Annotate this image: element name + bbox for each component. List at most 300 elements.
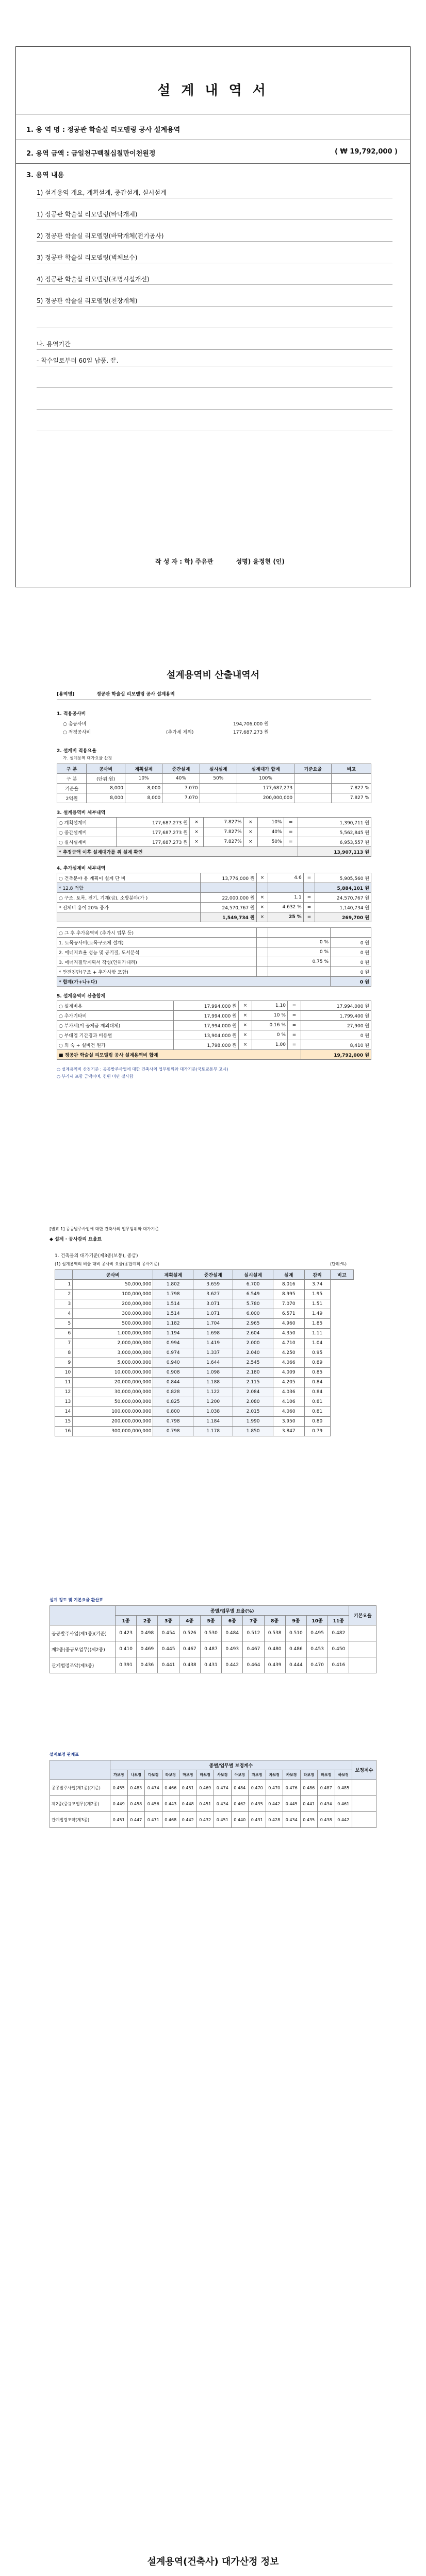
extra-cell: × — [256, 912, 268, 922]
adjust-sub-th: 아보정 — [231, 1770, 249, 1780]
rate-ref-cell: 6.000 — [233, 1309, 273, 1319]
rate-ref-cell: 1.51 — [304, 1299, 330, 1309]
extra-sub-cell — [257, 928, 268, 938]
rate-ref-cell: 4.350 — [273, 1329, 304, 1338]
extra-cell: 4.6 — [268, 873, 304, 883]
adjust-table-caption: 설계보정 관계표 — [50, 1752, 79, 1757]
adjust-row — [50, 1812, 376, 1828]
rate-ref-cell: 0.908 — [153, 1368, 193, 1378]
rate-th: 중간설계 — [162, 764, 200, 774]
coef-cell: 0.512 — [243, 1625, 264, 1641]
rate-ref-cell: 1.182 — [153, 1319, 193, 1329]
scope-line: 1) 설계용역 개요, 계획설계, 중간설계, 실시설계 — [37, 186, 392, 198]
rate-ref-cell: 4.036 — [273, 1387, 304, 1397]
adjust-sub-th: 카보정 — [283, 1770, 301, 1780]
detail-cell: 177,687,273 원 — [116, 827, 189, 837]
rate-ref-cell: 4.106 — [273, 1397, 304, 1407]
applied-cost-row — [63, 720, 362, 727]
scope-heading: 3. 용역 내용 — [26, 172, 64, 179]
rate-ref-row — [55, 1299, 354, 1309]
coef-side-th: 기본요율 — [349, 1606, 376, 1625]
adjust-th — [50, 1760, 110, 1780]
rate-ref-cell: 300,000,000,000 — [73, 1427, 153, 1436]
total-cell: ○ 추가기타비 — [57, 1011, 174, 1021]
rate-ref-cell: 7.070 — [273, 1299, 304, 1309]
rate-ref-cell: 0.81 — [304, 1407, 330, 1417]
rate-ref-cell: 5 — [55, 1319, 73, 1329]
signer-label: 작 성 자 : 학) 주유관 — [155, 558, 214, 565]
rate-ref-cell: 1.200 — [193, 1397, 233, 1407]
total-cell: 0.16 % — [252, 1021, 287, 1030]
total-cell: = — [287, 1030, 301, 1040]
section-extra: 4. 추가설계비 세부내역 — [57, 866, 106, 871]
rate-ref-cell: 2.545 — [233, 1358, 273, 1368]
adjust-cell: 0.442 — [266, 1796, 283, 1812]
total-cell: × — [238, 1011, 252, 1021]
adjust-cell: 0.469 — [196, 1780, 214, 1796]
adjust-group-th: 종별/업무별 보정계수 — [110, 1760, 352, 1770]
adjust-cell: 0.474 — [145, 1780, 162, 1796]
rate-ref-cell: 2 — [55, 1290, 73, 1299]
rate-ref-cell: 20,000,000,000 — [73, 1378, 153, 1387]
rate-ref-row — [55, 1387, 354, 1397]
scope-blank-line — [37, 316, 392, 328]
extra-sub-cell — [257, 957, 268, 967]
rate-ref-cell: 0.80 — [304, 1417, 330, 1427]
adjust-cell: 0.445 — [283, 1796, 301, 1812]
rate-cell: 7.070 — [162, 784, 200, 793]
rate-cell: 8,000 — [125, 784, 162, 793]
rate-th: 공사비 — [87, 764, 125, 774]
adjust-cell: 0.468 — [162, 1812, 179, 1828]
coef-cell: 0.436 — [137, 1657, 158, 1673]
coef-cell: 0.442 — [222, 1657, 243, 1673]
rate-cell: 200,000,000 — [237, 793, 294, 803]
rate-th: 설계대가 합계 — [237, 764, 294, 774]
total-cell: ○ 외 숙 + 설비건 원가 — [57, 1040, 174, 1050]
adjust-cell: 0.451 — [214, 1812, 232, 1828]
cost-breakdown-project — [57, 690, 175, 697]
extra-cell: 24,570,767 원 — [200, 903, 256, 912]
rate-ref-cell: 4.710 — [273, 1338, 304, 1348]
coef-row — [50, 1641, 376, 1657]
rate-ref-cell: 1.419 — [193, 1338, 233, 1348]
rate-ref-cell: 1.098 — [193, 1368, 233, 1378]
coef-sub-th: 10종 — [306, 1616, 327, 1625]
detail-cell: ○ 실시설계비 — [57, 837, 117, 847]
rate-ref-th: 설계 — [273, 1270, 304, 1280]
extra-cell: × — [256, 893, 268, 903]
extra-sub-cell: 0.75 % — [268, 957, 331, 967]
rate-ref-cell: 1.704 — [193, 1319, 233, 1329]
coef-cell: 0.498 — [137, 1625, 158, 1641]
project-amount-korean: 금일천구백칠십칠만이천원정 — [71, 150, 156, 158]
adjust-sub-th: 바보정 — [196, 1770, 214, 1780]
rate-ref-th: 실시설계 — [233, 1270, 273, 1280]
adjust-cell: 0.428 — [266, 1812, 283, 1828]
rate-ref-cell: 0.95 — [304, 1348, 330, 1358]
rate-ref-cell: 15 — [55, 1417, 73, 1427]
detail-cell: ○ 중간설계비 — [57, 827, 117, 837]
adjust-cell: 0.441 — [300, 1796, 318, 1812]
adjust-cell: 0.451 — [110, 1812, 128, 1828]
extra-sub-cell — [257, 967, 268, 977]
rate-ref-cell: 0.79 — [304, 1427, 330, 1436]
adjust-row-label: 제2종(중규모업무)(제2종) — [50, 1796, 110, 1812]
coef-side-cell — [349, 1625, 376, 1641]
rate-cell — [200, 793, 237, 803]
rate-ref-cell: 1.038 — [193, 1407, 233, 1417]
extra-cell: * 12.8 적합 — [57, 883, 201, 893]
rate-ref-cell: 11 — [55, 1378, 73, 1387]
coef-cell: 0.441 — [158, 1657, 179, 1673]
adjust-row — [50, 1780, 376, 1796]
adjust-cell: 0.449 — [110, 1796, 128, 1812]
rate-cell: 7.827 % — [332, 793, 371, 803]
total-cell: 0 % — [252, 1030, 287, 1040]
total-cell: × — [238, 1001, 252, 1011]
coef-cell: 0.438 — [179, 1657, 200, 1673]
rate-ref-cell: 2.015 — [233, 1407, 273, 1417]
detail-cell: × — [189, 818, 203, 827]
applied-cost-value: 177,687,273 원 — [233, 730, 269, 735]
design-statement-frame — [15, 46, 411, 587]
coef-cell: 0.493 — [222, 1641, 243, 1657]
detail-cell: × — [189, 827, 203, 837]
extra-cell: 25 % — [268, 912, 304, 922]
rate-cell: (단위:원) — [87, 774, 125, 784]
rate-ref-cell: 0.825 — [153, 1397, 193, 1407]
detail-cell: × — [243, 837, 257, 847]
extra-cell — [256, 883, 268, 893]
total-cell: × — [238, 1040, 252, 1050]
rate-ref-cell: 4.205 — [273, 1378, 304, 1387]
coef-cell: 0.445 — [158, 1641, 179, 1657]
rate-ref-cell: 1.802 — [153, 1280, 193, 1290]
adjust-sub-th: 사보정 — [214, 1770, 232, 1780]
coef-sub-th: 7종 — [243, 1616, 264, 1625]
coef-sub-th: 2종 — [137, 1616, 158, 1625]
adjust-cell: 0.442 — [335, 1812, 352, 1828]
rate-cell: 50% — [200, 774, 237, 784]
rate-ref-cell: 200,000,000,000 — [73, 1417, 153, 1427]
rate-ref-cell: 2.965 — [233, 1319, 273, 1329]
detail-cell: 10% — [257, 818, 284, 827]
coef-cell: 0.484 — [222, 1625, 243, 1641]
rate-ref-cell: 0.994 — [153, 1338, 193, 1348]
rate-cell — [332, 774, 371, 784]
rate-ref-unit: (단위:%) — [330, 1262, 347, 1266]
coef-cell: 0.453 — [306, 1641, 327, 1657]
adjust-cell: 0.484 — [231, 1780, 249, 1796]
coef-side-cell — [349, 1641, 376, 1657]
rate-ref-cell: 2.084 — [233, 1387, 273, 1397]
coef-row — [50, 1657, 376, 1673]
adjust-side-cell — [352, 1780, 376, 1796]
rate-ref-cell: 3.627 — [193, 1290, 233, 1299]
extra-cell: 5,884,101 원 — [315, 883, 371, 893]
rate-ref-th: 감리 — [304, 1270, 330, 1280]
detail-cell: 5,562,845 원 — [298, 827, 371, 837]
total-cell: 17,994,000 원 — [174, 1021, 239, 1030]
extra-sub-cell — [268, 928, 331, 938]
adjust-sub-th: 타보정 — [300, 1770, 318, 1780]
rate-cell: 2억원 — [57, 793, 87, 803]
adjust-cell: 0.485 — [335, 1780, 352, 1796]
scope-blank-line — [37, 376, 392, 388]
rate-ref-cell: 4.060 — [273, 1407, 304, 1417]
rate-ref-cell: 8.995 — [273, 1290, 304, 1299]
rate-ref-cell: 10 — [55, 1368, 73, 1378]
adjust-cell: 0.483 — [127, 1780, 145, 1796]
adjust-side-cell — [352, 1796, 376, 1812]
rate-ref-cell: 30,000,000,000 — [73, 1387, 153, 1397]
rate-ref-th: 중간설계 — [193, 1270, 233, 1280]
rate-ref-cell: 50,000,000,000 — [73, 1397, 153, 1407]
scope-line: 2) 정공관 학술실 리모델링(바닥개체(전기공사) — [37, 229, 392, 242]
rate-ref-cell: 1.071 — [193, 1309, 233, 1319]
coef-cell: 0.469 — [137, 1641, 158, 1657]
rate-ref-cell: 6.700 — [233, 1280, 273, 1290]
rate-ref-row — [55, 1290, 354, 1299]
rate-ref-cell: 4 — [55, 1309, 73, 1319]
rate-ref-cell: 1.85 — [304, 1319, 330, 1329]
rate-ref-cell: 6.549 — [233, 1290, 273, 1299]
coef-cell: 0.431 — [200, 1657, 221, 1673]
adjust-cell: 0.447 — [127, 1812, 145, 1828]
rate-ref-cell: 50,000,000 — [73, 1280, 153, 1290]
extra-sub-cell: ○ 그 후 추가용역비 (추가시 업무 등) — [57, 928, 257, 938]
coef-cell: 0.410 — [116, 1641, 137, 1657]
total-cell: = — [287, 1001, 301, 1011]
adjust-cell: 0.431 — [249, 1812, 266, 1828]
rate-ref-cell: 12 — [55, 1387, 73, 1397]
rate-ref-row — [55, 1368, 354, 1378]
rate-ref-cell: 3.847 — [273, 1427, 304, 1436]
extra-sub-cell: 0 원 — [331, 967, 371, 977]
coef-th — [50, 1606, 116, 1625]
coef-cell: 0.510 — [285, 1625, 306, 1641]
adjust-cell: 0.440 — [231, 1812, 249, 1828]
rate-ref-cell: 3.950 — [273, 1417, 304, 1427]
applied-cost-value: 194,706,000 원 — [233, 722, 269, 727]
adjust-cell: 0.474 — [214, 1780, 232, 1796]
rate-ref-cell: 1.698 — [193, 1329, 233, 1338]
total-cell: 13,904,000 원 — [174, 1030, 239, 1040]
rate-ref-cell: 200,000,000 — [73, 1299, 153, 1309]
rate-ref-th: 계획설계 — [153, 1270, 193, 1280]
adjust-sub-th: 차보정 — [266, 1770, 283, 1780]
extra-cell — [268, 883, 304, 893]
rate-ref-cell: 1.122 — [193, 1387, 233, 1397]
rate-ref-cell: 4.009 — [273, 1368, 304, 1378]
rate-ref-cell: 0.798 — [153, 1427, 193, 1436]
coef-row-label: 제2종(중규모업무)(제2종) — [50, 1641, 116, 1657]
rate-th: 실시설계 — [200, 764, 237, 774]
footnote: ○ 부가세 포함 금액이며, 천원 미만 절사함 — [57, 1074, 134, 1079]
detail-total-value: 13,907,113 원 — [298, 847, 371, 857]
adjust-side-cell — [352, 1812, 376, 1828]
applied-cost-label: ○ 적정공사비 — [63, 730, 91, 735]
rate-ref-row — [55, 1329, 354, 1338]
adjust-row — [50, 1796, 376, 1812]
total-cell: 0 원 — [301, 1030, 371, 1040]
rate-ref-cell: 2.000 — [233, 1338, 273, 1348]
rate-ref-cell: 1.11 — [304, 1329, 330, 1338]
detail-cell: 177,687,273 원 — [116, 818, 189, 827]
rate-ref-cell: 3.74 — [304, 1280, 330, 1290]
adjust-cell: 0.486 — [300, 1780, 318, 1796]
coef-cell: 0.444 — [285, 1657, 306, 1673]
rate-ref-cell: 1.990 — [233, 1417, 273, 1427]
total-cell: 8,410 원 — [301, 1040, 371, 1050]
rate-ref-cell: 3.659 — [193, 1280, 233, 1290]
coef-sub-th: 9종 — [285, 1616, 306, 1625]
adjust-cell: 0.461 — [335, 1796, 352, 1812]
adjust-cell: 0.466 — [162, 1780, 179, 1796]
rate-ref-cell: 3 — [55, 1299, 73, 1309]
period-heading: 나. 용역기간 — [37, 337, 392, 350]
rate-ref-cell: 14 — [55, 1407, 73, 1417]
rate-ref-cell: 0.89 — [304, 1358, 330, 1368]
rate-ref-cell: 0.940 — [153, 1358, 193, 1368]
rate-cell — [294, 774, 332, 784]
extra-cell: = — [303, 873, 315, 883]
rate-ref-th: 공사비 — [73, 1270, 153, 1280]
total-cell: 1,798,000 원 — [174, 1040, 239, 1050]
adjust-cell: 0.432 — [196, 1812, 214, 1828]
coef-cell: 0.391 — [116, 1657, 137, 1673]
extra-cell — [57, 912, 201, 922]
scope-line: 5) 정공관 학술실 리모델링(천장개체) — [37, 294, 392, 307]
rate-ref-cell: 4.250 — [273, 1348, 304, 1358]
rate-ref-cell: 0.81 — [304, 1397, 330, 1407]
rate-ref-row — [55, 1319, 354, 1329]
footnote: ○ 설계용역비 산정기준 : 공공발주사업에 대한 건축사의 업무범위와 대가기준(국토교통부 고시) — [57, 1067, 228, 1072]
rate-ref-cell: 16 — [55, 1427, 73, 1436]
coef-cell: 0.467 — [179, 1641, 200, 1657]
adjust-sub-th: 마보정 — [179, 1770, 197, 1780]
rate-ref-cell: 8 — [55, 1348, 73, 1358]
adjust-cell: 0.434 — [283, 1812, 301, 1828]
extra-sub-cell: 1. 토목공사비(토목구조체 설계) — [57, 938, 257, 947]
scope-line: 3) 정공관 학술실 리모델링(벽체보수) — [37, 251, 392, 263]
coef-cell: 0.487 — [200, 1641, 221, 1657]
rate-cell: 177,687,273 — [237, 784, 294, 793]
coef-cell: 0.530 — [200, 1625, 221, 1641]
coef-cell: 0.480 — [264, 1641, 285, 1657]
rate-ref-row — [55, 1427, 354, 1436]
extra-sub-total-value: 0 원 — [331, 977, 371, 987]
rate-ref-cell: 7 — [55, 1338, 73, 1348]
rate-ref-table — [55, 1269, 354, 1436]
scope-blank-line — [37, 419, 392, 431]
adjust-table — [50, 1760, 376, 1828]
extra-table — [57, 873, 371, 922]
rate-ref-cell: 100,000,000,000 — [73, 1407, 153, 1417]
extra-sub-total-label: * 합계(가+나+다) — [57, 977, 331, 987]
rate-th: 비고 — [332, 764, 371, 774]
detail-cell: 6,953,557 원 — [298, 837, 371, 847]
rate-ref-cell: 4.066 — [273, 1358, 304, 1368]
rate-ref-cell: 1.850 — [233, 1427, 273, 1436]
coef-row-label: 공공발주사업(제1종)(기준) — [50, 1625, 116, 1641]
adjust-cell: 0.442 — [179, 1812, 197, 1828]
adjust-cell: 0.462 — [231, 1796, 249, 1812]
scope-line: 1) 정공관 학술실 리모델링(바닥개체) — [37, 208, 392, 220]
coef-cell: 0.416 — [328, 1657, 349, 1673]
rate-ref-cell: 3.071 — [193, 1299, 233, 1309]
cost-breakdown-title: 설계용역비 산출내역서 — [166, 670, 260, 681]
rate-ref-th — [55, 1270, 73, 1280]
coef-cell: 0.464 — [243, 1657, 264, 1673]
extra-cell: 269,700 원 — [315, 912, 371, 922]
extra-cell: = — [303, 912, 315, 922]
rate-cell: 40% — [162, 774, 200, 784]
rate-ref-cell: 0.844 — [153, 1378, 193, 1387]
rate-ref-subheading: ◆ 설계 · 공사감리 요율표 — [50, 1237, 102, 1242]
rate-cell: 10% — [125, 774, 162, 784]
extra-cell: 22,000,000 원 — [200, 893, 256, 903]
rate-ref-cell: 300,000,000 — [73, 1309, 153, 1319]
adjust-sub-th: 나보정 — [127, 1770, 145, 1780]
rate-ref-cell: 1.04 — [304, 1338, 330, 1348]
detail-cell: 50% — [257, 837, 284, 847]
coef-table — [50, 1605, 376, 1673]
signer-name: 성명) 윤정현 (인) — [236, 558, 285, 565]
adjust-side-th: 보정계수 — [352, 1760, 376, 1780]
coef-cell: 0.467 — [243, 1641, 264, 1657]
adjust-cell: 0.435 — [249, 1796, 266, 1812]
extra-sub-cell — [257, 938, 268, 947]
section-rate-sub: 가. 설계용역 대가요율 산정 — [63, 756, 112, 760]
rate-ref-cell: 0.798 — [153, 1417, 193, 1427]
adjust-row-label: 공공발주사업(제1종)(기준) — [50, 1780, 110, 1796]
extra-sub-table — [57, 927, 371, 987]
total-cell: = — [287, 1011, 301, 1021]
coef-cell: 0.495 — [306, 1625, 327, 1641]
extra-cell: * 전체비 용이 20% 증가 — [57, 903, 201, 912]
coef-cell: 0.450 — [328, 1641, 349, 1657]
extra-cell: 5,905,560 원 — [315, 873, 371, 883]
adjust-cell: 0.456 — [145, 1796, 162, 1812]
rate-ref-subcaption: (1) 설계용역의 비율 대비 공사비 요율(종합계획 공사기준) — [55, 1262, 159, 1266]
rate-ref-caption: 1. 건축물의 대가기준(제3종(보통), 종급) — [55, 1253, 138, 1259]
rate-ref-cell: 8.016 — [273, 1280, 304, 1290]
detail-cell: × — [189, 837, 203, 847]
total-cell: ○ 부대업 기간경과 비용별 — [57, 1030, 174, 1040]
scope-blank-line — [37, 397, 392, 410]
adjust-cell: 0.438 — [318, 1812, 335, 1828]
adjust-cell: 0.448 — [179, 1796, 197, 1812]
rate-ref-cell: 4.960 — [273, 1319, 304, 1329]
detail-cell: 7.827% — [204, 827, 244, 837]
total-cell: 17,994,000 원 — [174, 1001, 239, 1011]
detail-cell: 177,687,273 원 — [116, 837, 189, 847]
rate-ref-cell: 2,000,000,000 — [73, 1338, 153, 1348]
rate-cell: 7.827 % — [332, 784, 371, 793]
extra-cell — [200, 883, 256, 893]
coef-sub-th: 6종 — [222, 1616, 243, 1625]
total-cell: 17,994,000 원 — [174, 1011, 239, 1021]
adjust-cell: 0.458 — [127, 1796, 145, 1812]
rate-ref-row — [55, 1378, 354, 1387]
extra-sub-cell — [257, 947, 268, 957]
coef-cell: 0.482 — [328, 1625, 349, 1641]
coef-sub-th: 8종 — [264, 1616, 285, 1625]
rate-ref-cell: 6 — [55, 1329, 73, 1338]
rate-ref-cell: 1.798 — [153, 1290, 193, 1299]
